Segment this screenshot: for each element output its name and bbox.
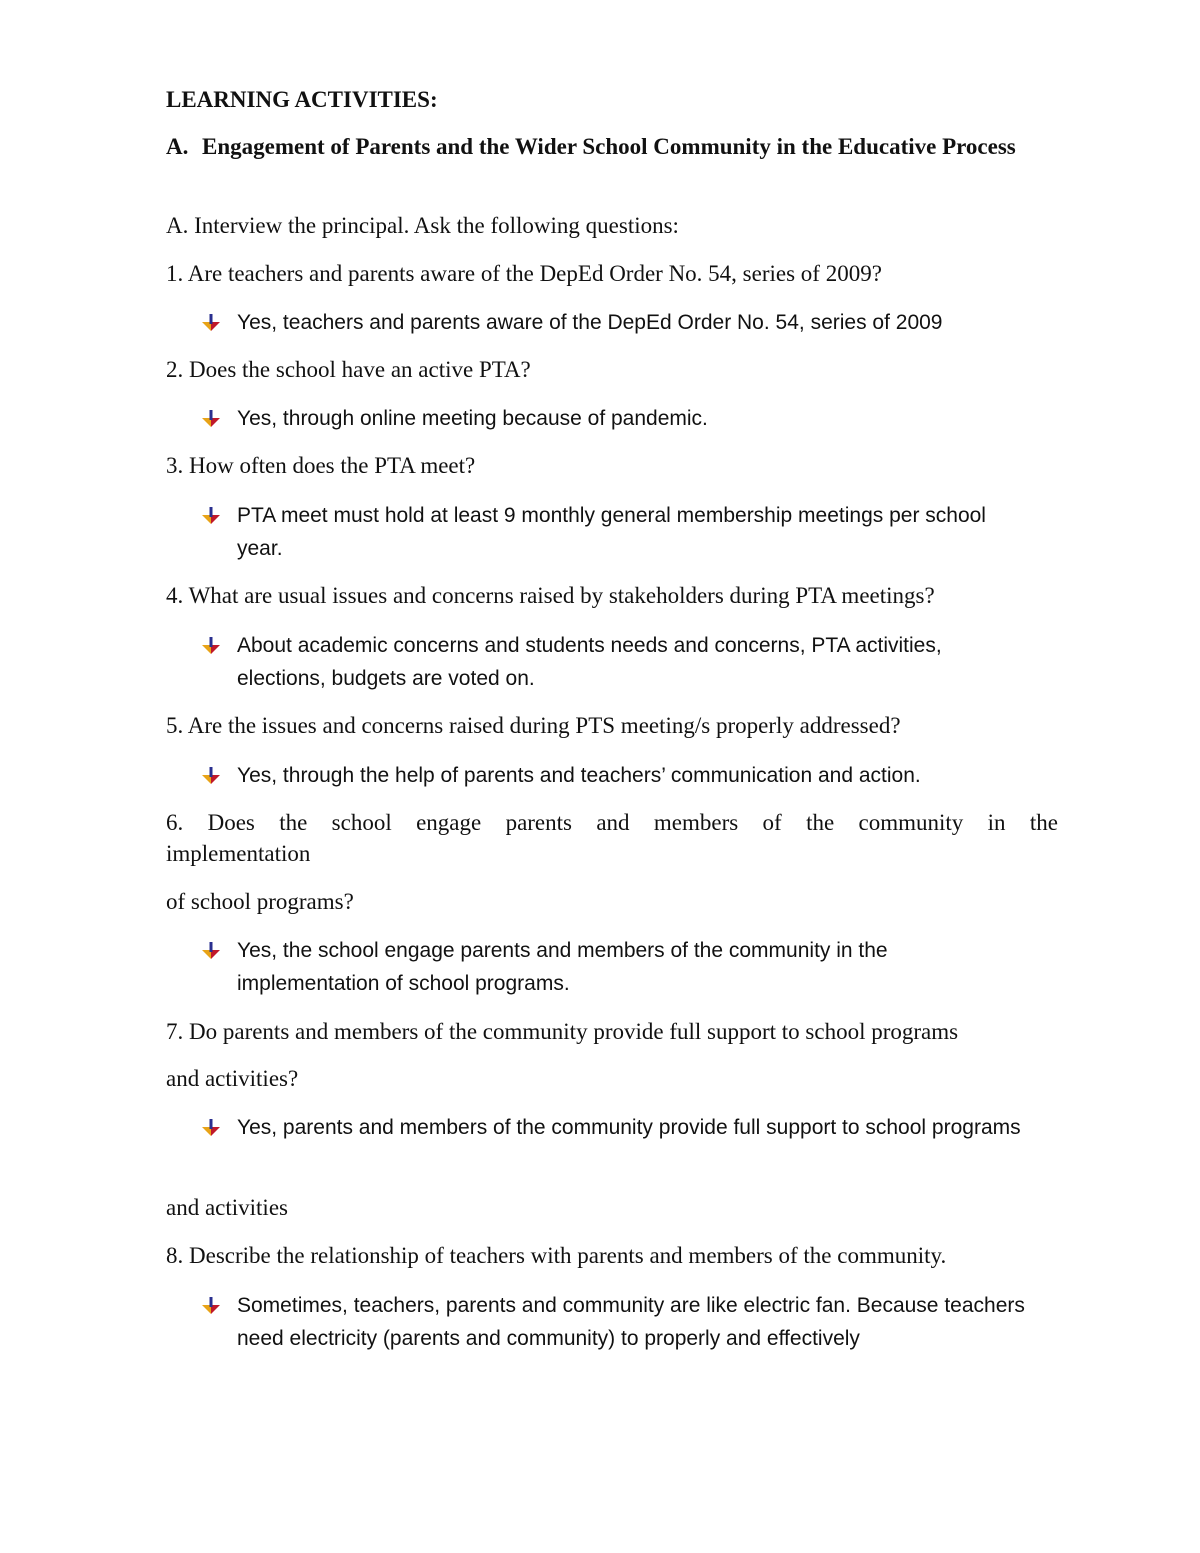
answer-text: Sometimes, teachers, parents and community are like electric fan. Because teachers need electricity (parents and community) to properly and effectively xyxy=(237,1294,1025,1350)
answer-7-continuation: and activities xyxy=(166,1195,288,1220)
answer-text: Yes, teachers and parents aware of the DepEd Order No. 54, series of 2009 xyxy=(237,311,943,334)
page-heading: LEARNING ACTIVITIES: xyxy=(166,87,438,112)
arrow-down-bullet-icon xyxy=(200,766,222,786)
question-2: 2. Does the school have an active PTA? xyxy=(166,357,531,382)
question-3: 3. How often does the PTA meet? xyxy=(166,453,476,478)
arrow-down-bullet-icon xyxy=(200,1296,222,1316)
question-7-line-2: and activities? xyxy=(166,1066,299,1091)
arrow-down-bullet-icon xyxy=(200,409,222,429)
instruction-text: A. Interview the principal. Ask the following questions: xyxy=(166,213,679,238)
question-6-line-1: 6. Does the school engage parents and members of the community in the xyxy=(166,810,1058,835)
section-title xyxy=(166,131,1058,195)
section-label: A. xyxy=(166,134,189,159)
arrow-down-bullet-icon xyxy=(200,1118,222,1138)
arrow-down-bullet-icon xyxy=(200,313,222,333)
question-6-line-2: implementation xyxy=(166,841,311,866)
question-8: 8. Describe the relationship of teachers with parents and members of the community. xyxy=(166,1243,947,1268)
question-4: 4. What are usual issues and concerns raised by stakeholders during PTA meetings? xyxy=(166,583,935,608)
answer-text: Yes, through online meeting because of pandemic. xyxy=(237,407,708,430)
answer-text: Yes, the school engage parents and members of the community in the implementation of school programs. xyxy=(237,939,888,995)
answer-text: Yes, parents and members of the community provide full support to school programs xyxy=(237,1116,1021,1139)
section-title-text: Engagement of Parents and the Wider School Community in the Educative Process xyxy=(202,134,1016,159)
arrow-down-bullet-icon xyxy=(200,506,222,526)
question-1: 1. Are teachers and parents aware of the DepEd Order No. 54, series of 2009? xyxy=(166,261,882,286)
question-7-line-1: 7. Do parents and members of the community provide full support to school programs xyxy=(166,1019,959,1044)
question-5: 5. Are the issues and concerns raised during PTS meeting/s properly addressed? xyxy=(166,713,901,738)
answer-text: About academic concerns and students needs and concerns, PTA activities, elections, budgets are voted on. xyxy=(237,634,942,690)
answer-text: PTA meet must hold at least 9 monthly general membership meetings per school year. xyxy=(237,504,986,560)
arrow-down-bullet-icon xyxy=(200,941,222,961)
question-6-line-3: of school programs? xyxy=(166,889,354,914)
arrow-down-bullet-icon xyxy=(200,636,222,656)
answer-text: Yes, through the help of parents and teachers’ communication and action. xyxy=(237,764,921,787)
